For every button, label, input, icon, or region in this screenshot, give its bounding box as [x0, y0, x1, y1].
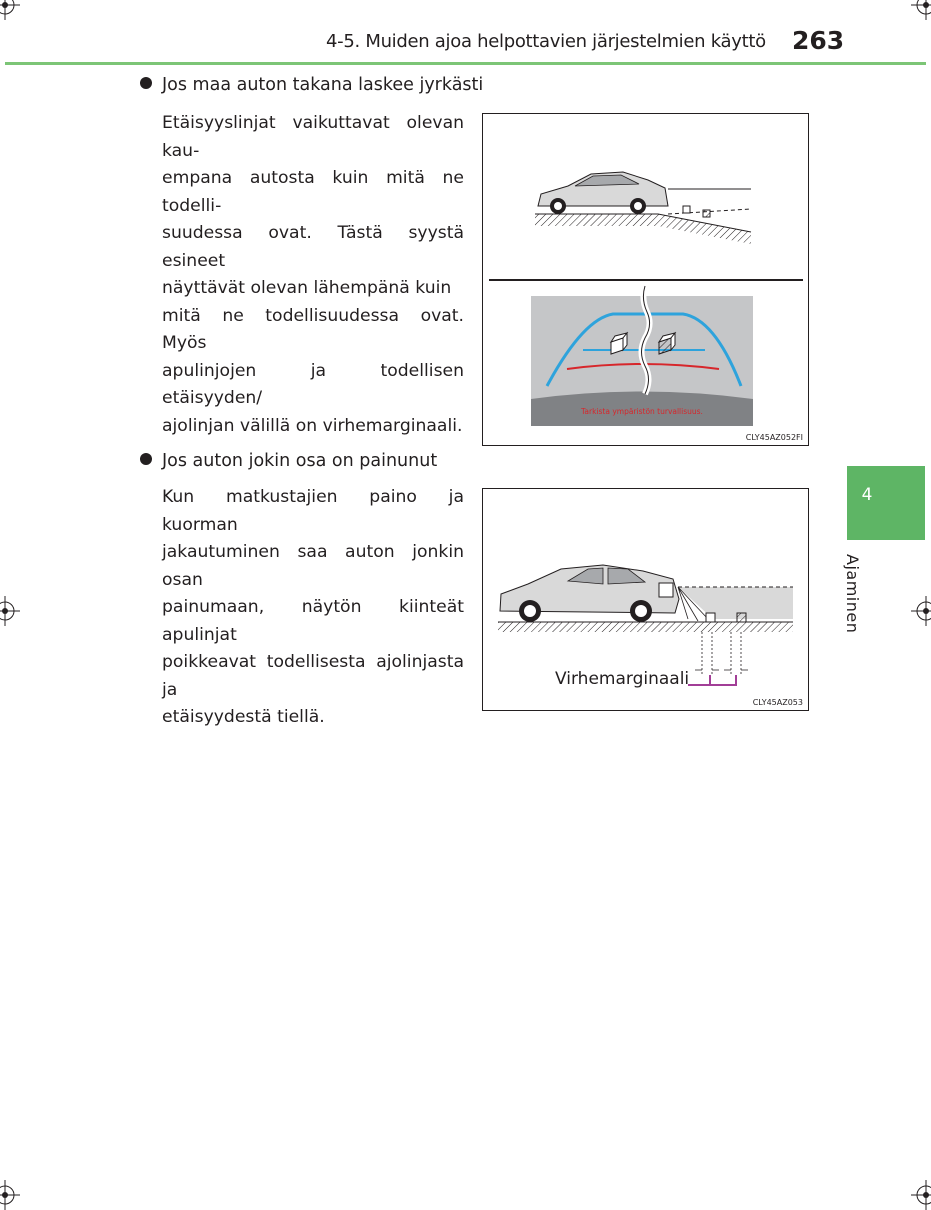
registration-mark-top-left: [0, 0, 20, 20]
car-icon: [538, 172, 668, 214]
bullet-item-slope: [140, 75, 483, 95]
text-line: apulinjojen ja todellisen etäisyyden/: [162, 360, 464, 408]
section-title: 4-5. Muiden ajoa helpottavien järjestelmien käyttö: [326, 31, 766, 52]
figure-slope: [482, 113, 809, 446]
text-line: painumaan, näytön kiinteät apulinjat: [162, 597, 464, 645]
bullet-text: Jos auton jokin osa on painunut: [162, 451, 438, 471]
registration-mark-bottom-left: [0, 1180, 20, 1210]
car-icon: [500, 565, 679, 622]
text-line: näyttävät olevan lähempänä kuin: [162, 278, 452, 298]
registration-mark-left: [0, 596, 20, 626]
text-line: empana autosta kuin mitä ne todelli-: [162, 168, 464, 216]
virhemarginaali-label: Virhemarginaali: [555, 669, 690, 689]
text-line: etäisyydestä tiellä.: [162, 707, 325, 727]
chapter-label: Ajaminen: [843, 554, 862, 634]
registration-mark-right: [911, 596, 931, 626]
figure-code: CLY45AZ052FI: [745, 433, 803, 442]
text-line: poikkeavat todellisesta ajolinjasta ja: [162, 652, 464, 700]
text-line: Etäisyyslinjat vaikuttavat olevan kau-: [162, 113, 464, 161]
slope-illustration: [483, 114, 808, 445]
bullet-item-sagging: [140, 451, 437, 471]
text-line: ajolinjan välillä on virhemarginaali.: [162, 415, 463, 436]
text-line: suudessa ovat. Tästä syystä esineet: [162, 223, 464, 271]
paragraph-sagging: [162, 484, 464, 732]
header-rule: [5, 62, 926, 65]
text-line: mitä ne todellisuudessa ovat. Myös: [162, 305, 464, 353]
registration-mark-bottom-right: [911, 1180, 931, 1210]
figure-sagging: [482, 488, 809, 711]
screen-caption: Tarkista ympäristön turvallisuus.: [581, 407, 703, 416]
page-number: 263: [792, 26, 845, 55]
registration-mark-top-right: [911, 0, 931, 20]
bullet-dot: [140, 453, 152, 465]
text-line: jakautuminen saa auton jonkin osan: [162, 542, 464, 590]
chapter-number: 4: [861, 485, 873, 505]
text-line: Kun matkustajien paino ja kuorman: [162, 487, 464, 535]
paragraph-slope: [162, 110, 464, 440]
bullet-dot: [140, 77, 152, 89]
figure-code: CLY45AZ053: [752, 698, 803, 707]
bullet-text: Jos maa auton takana laskee jyrkästi: [162, 75, 484, 95]
